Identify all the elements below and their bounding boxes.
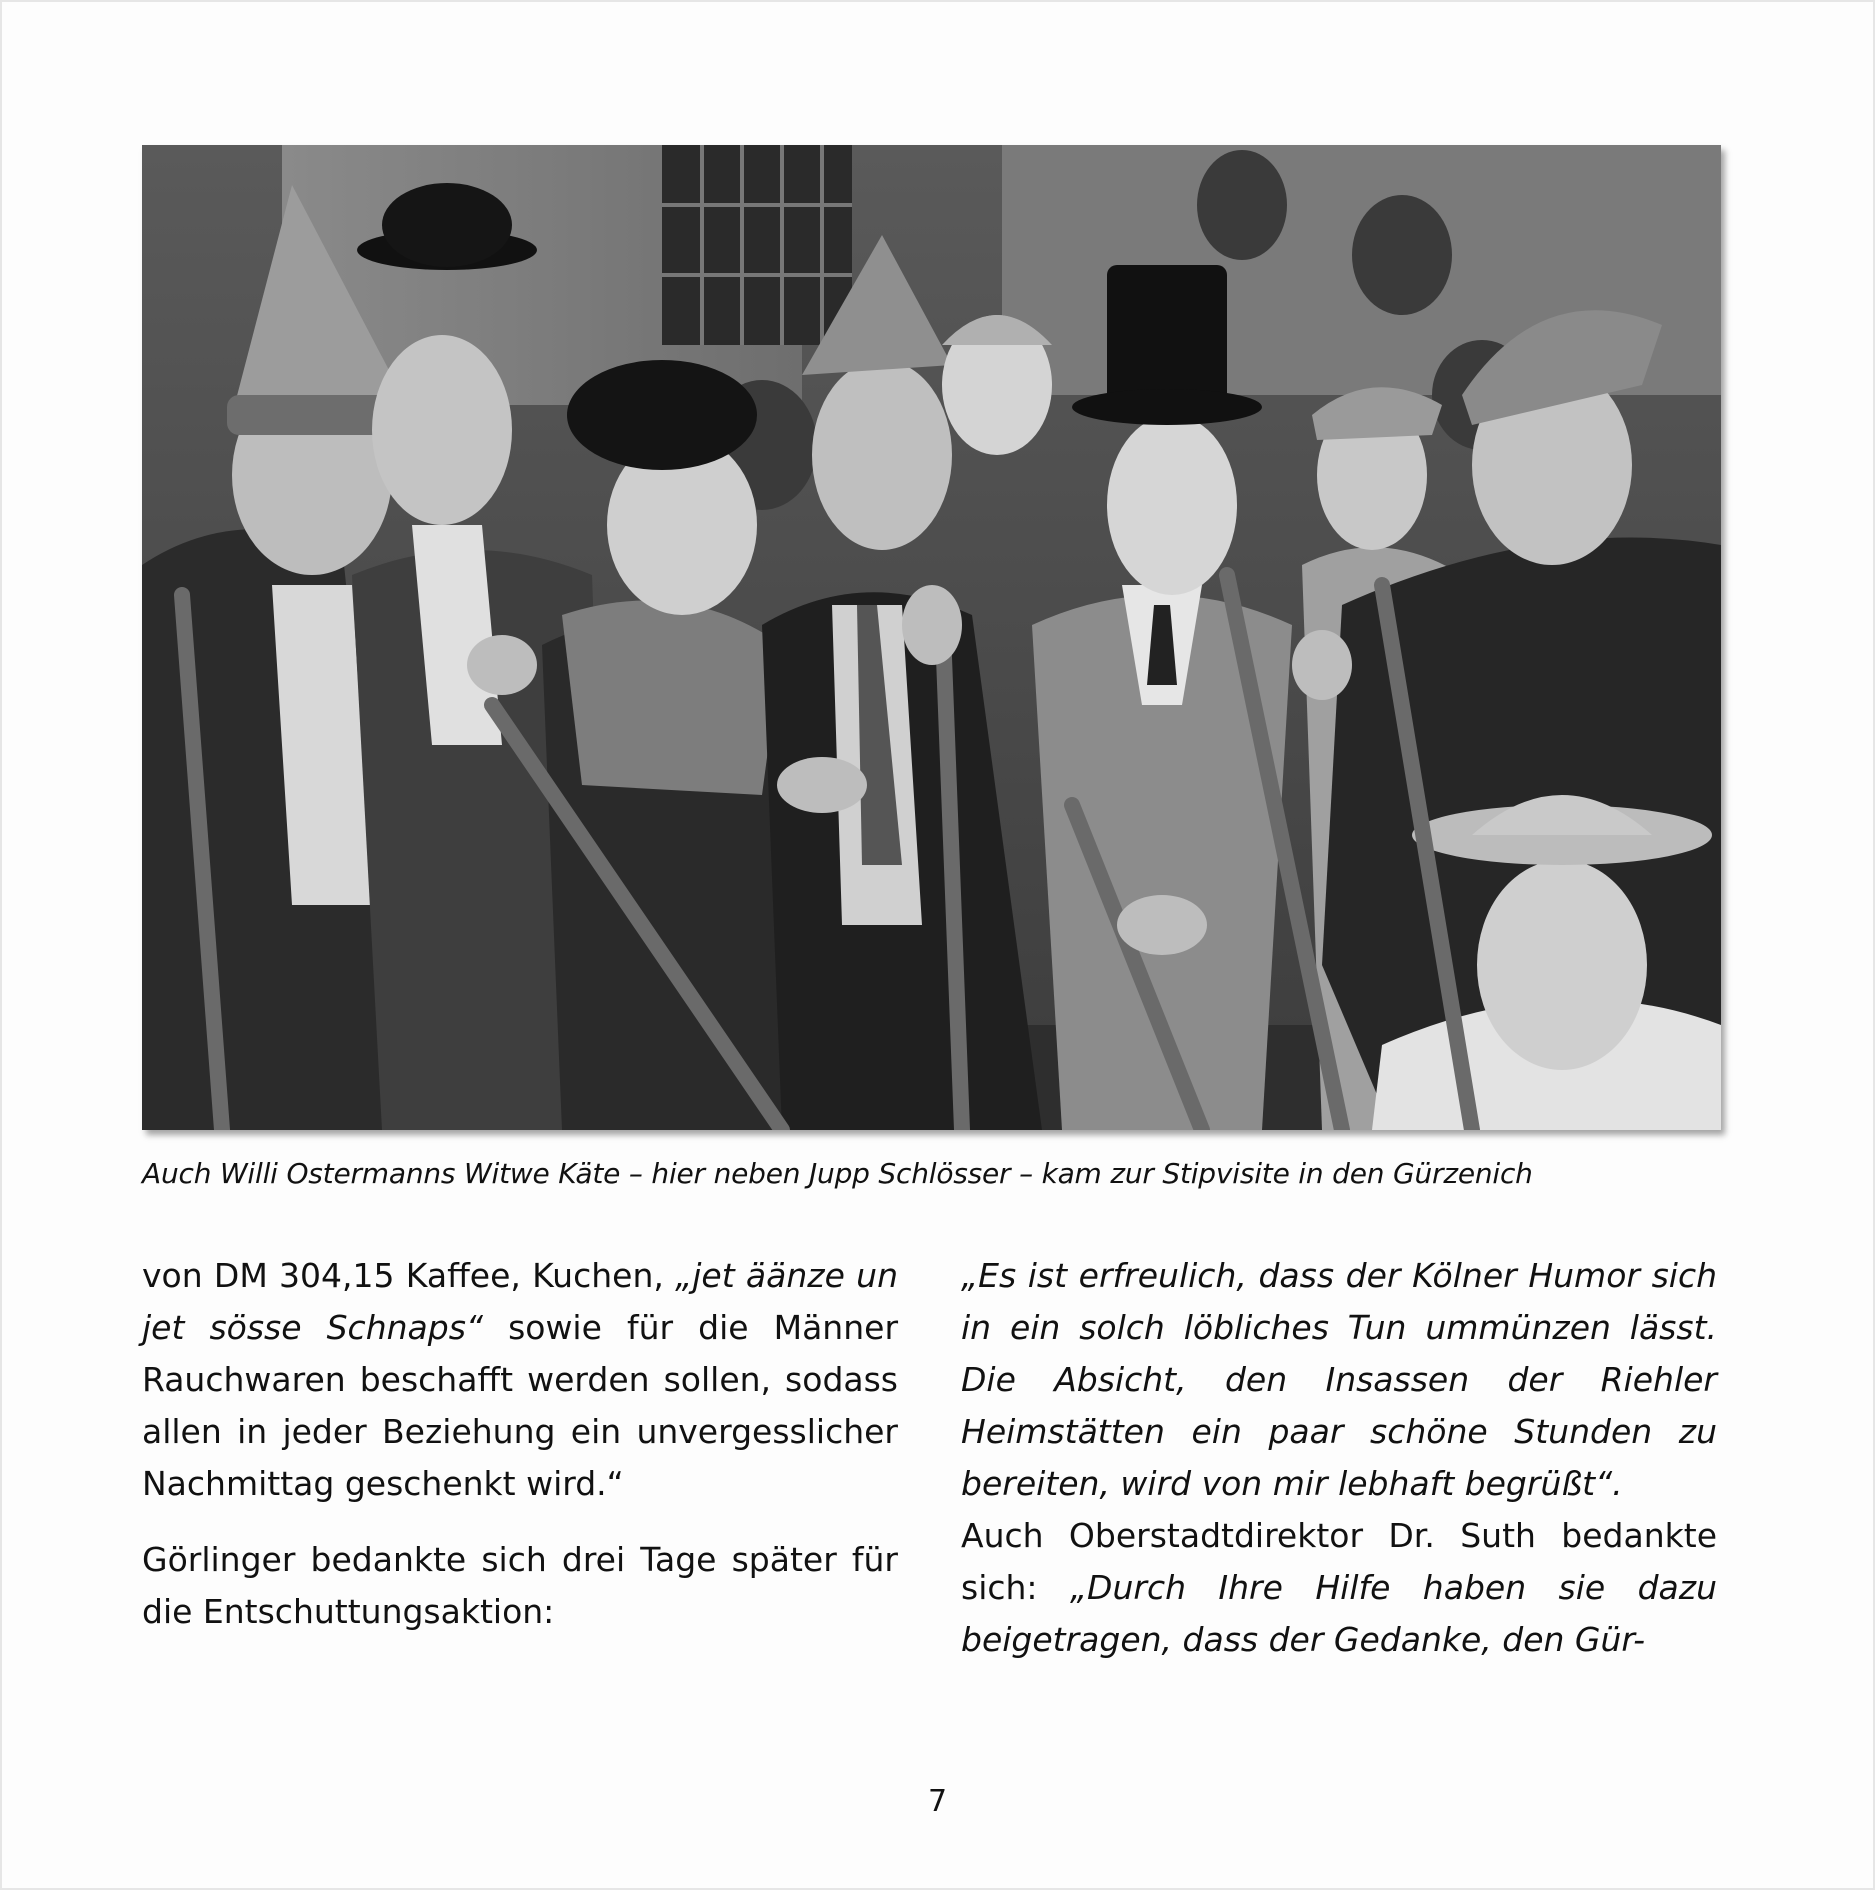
left-paragraph-1-prefix: von DM 304,15 Kaffee, Kuchen,: [142, 1256, 676, 1295]
carnival-group-photo: [142, 145, 1721, 1130]
right-paragraph-2-prefix: Auch Oberstadtdirektor Dr. Suth bedankte sich:: [961, 1516, 1717, 1607]
left-text-column: [142, 1250, 898, 1638]
page-number: 7: [927, 1784, 948, 1819]
right-paragraph-2: [961, 1510, 1717, 1666]
right-text-column: [961, 1250, 1717, 1666]
left-paragraph-2: Görlinger bedankte sich drei Tage später für die Entschuttungsaktion:: [142, 1540, 898, 1631]
right-paragraph-2-quote: „Durch Ihre Hilfe haben sie dazu beigetragen, dass der Gedanke, den Gür-: [961, 1568, 1717, 1659]
left-paragraph-1: [142, 1250, 898, 1510]
left-paragraph-1-suffix: sowie für die Männer Rauchwaren beschafft werden sollen, sodass allen in jeder Beziehung ein unvergesslicher Nachmittag geschenkt wird.“: [142, 1308, 899, 1503]
right-paragraph-1: „Es ist erfreulich, dass der Kölner Humor sich in ein solch löbliches Tun ummünzen lässt. Die Absicht, den Insassen der Riehler Heimstätten ein paar schöne Stunden zu bereiten, wird von mir lebhaft begrüßt“.: [961, 1256, 1717, 1503]
left-paragraph-1-quote: „jet äänze un jet sösse Schnaps“: [142, 1256, 898, 1347]
photo-caption: Auch Willi Ostermanns Witwe Käte – hier neben Jupp Schlösser – kam zur Stipvisite in den Gürzenich: [142, 1157, 1533, 1190]
